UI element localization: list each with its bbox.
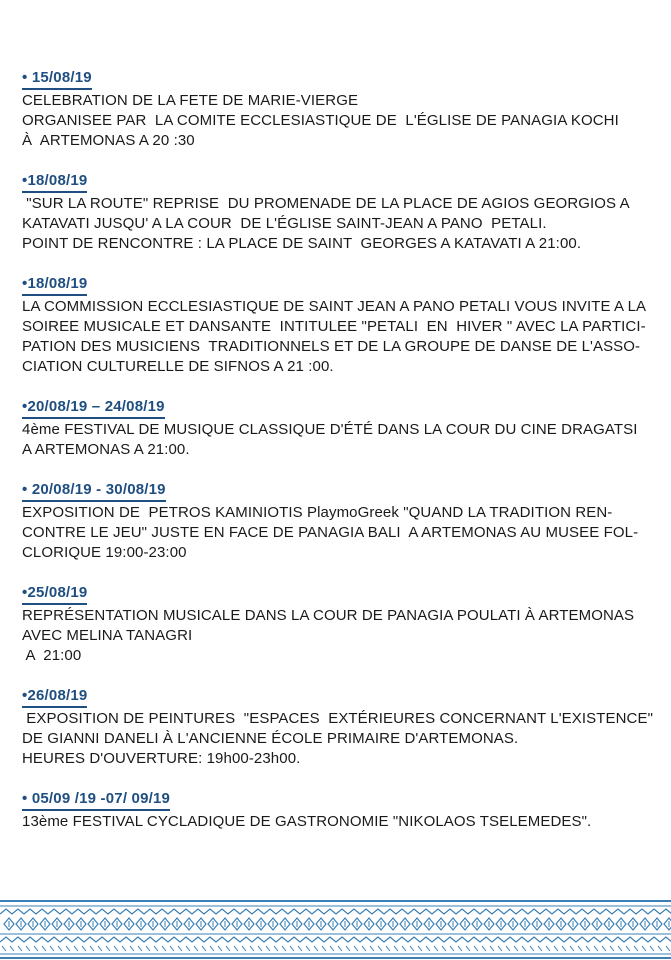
border-stroke — [194, 946, 198, 951]
border-diamond — [664, 918, 671, 930]
border-stroke — [442, 946, 446, 951]
border-zigzag — [0, 909, 671, 914]
border-stroke — [250, 946, 254, 951]
border-stroke — [210, 946, 214, 951]
event-description-line: LA COMMISSION ECCLESIASTIQUE DE SAINT JEAN A PANO PETALI VOUS INVITE A LA — [22, 298, 647, 315]
border-stroke — [346, 946, 350, 951]
border-stroke — [618, 946, 622, 951]
border-stroke — [290, 946, 294, 951]
event-description-line: CELEBRATION DE LA FETE DE MARIE-VIERGE — [22, 92, 359, 109]
border-stroke — [98, 946, 102, 951]
event-date: •18/08/19 — [22, 171, 87, 193]
border-stroke — [82, 946, 86, 951]
event-description-line: EXPOSITION DE PETROS KAMINIOTIS PlaymoGreek "QUAND LA TRADITION REN- — [22, 504, 613, 521]
border-stroke — [162, 946, 166, 951]
event-date: • 20/08/19 - 30/08/19 — [22, 480, 166, 502]
border-stroke — [506, 946, 510, 951]
border-stroke — [330, 946, 334, 951]
border-stroke — [474, 946, 478, 951]
border-stroke — [530, 946, 534, 951]
border-stroke — [154, 946, 158, 951]
event-description-line: KATAVATI JUSQU' A LA COUR DE L'ÉGLISE SAINT-JEAN A PANO PETALI. — [22, 215, 547, 232]
border-stroke — [114, 946, 118, 951]
event-item — [22, 274, 662, 377]
event-date: •26/08/19 — [22, 686, 87, 708]
border-stroke — [34, 946, 38, 951]
border-stroke — [106, 946, 110, 951]
border-stroke — [370, 946, 374, 951]
event-description-line: CLORIQUE 19:00-23:00 — [22, 544, 187, 561]
border-stroke — [538, 946, 542, 951]
border-stroke — [490, 946, 494, 951]
border-stroke — [258, 946, 262, 951]
event-item — [22, 397, 662, 460]
event-date: •18/08/19 — [22, 274, 87, 296]
event-description-line: CONTRE LE JEU" JUSTE EN FACE DE PANAGIA BALI A ARTEMONAS AU MUSEE FOL- — [22, 524, 639, 541]
event-item — [22, 686, 662, 769]
border-stroke — [186, 946, 190, 951]
event-description-line: HEURES D'OUVERTURE: 19h00-23h00. — [22, 750, 301, 767]
border-stroke — [306, 946, 310, 951]
border-stroke — [42, 946, 46, 951]
border-stroke — [170, 946, 174, 951]
border-stroke — [322, 946, 326, 951]
border-stroke — [362, 946, 366, 951]
event-description-line: 4ème FESTIVAL DE MUSIQUE CLASSIQUE D'ÉTÉ DANS LA COUR DU CINE DRAGATSI — [22, 421, 638, 438]
border-stroke — [426, 946, 430, 951]
border-stroke — [418, 946, 422, 951]
border-stroke — [594, 946, 598, 951]
border-stroke — [26, 946, 30, 951]
event-date: •20/08/19 – 24/08/19 — [22, 397, 165, 419]
border-stroke — [658, 946, 662, 951]
border-stroke — [466, 946, 470, 951]
border-stroke — [10, 946, 14, 951]
border-stroke — [266, 946, 270, 951]
border-stroke — [218, 946, 222, 951]
border-stroke — [58, 946, 62, 951]
event-item — [22, 789, 662, 832]
border-stroke — [402, 946, 406, 951]
border-stroke — [610, 946, 614, 951]
event-description-line: A ARTEMONAS A 21:00. — [22, 441, 190, 458]
event-description-line: CIATION CULTURELLE DE SIFNOS A 21 :00. — [22, 358, 334, 375]
event-item — [22, 583, 662, 666]
event-description-line: REPRÉSENTATION MUSICALE DANS LA COUR DE PANAGIA POULATI À ARTEMONAS — [22, 607, 635, 624]
border-stroke — [554, 946, 558, 951]
border-stroke — [482, 946, 486, 951]
border-stroke — [74, 946, 78, 951]
border-stroke — [50, 946, 54, 951]
event-date: •25/08/19 — [22, 583, 87, 605]
event-description-line: EXPOSITION DE PEINTURES "ESPACES EXTÉRIEURES CONCERNANT L'EXISTENCE" — [22, 710, 654, 727]
border-stroke — [386, 946, 390, 951]
border-stroke — [634, 946, 638, 951]
border-stroke — [2, 946, 6, 951]
border-stroke — [450, 946, 454, 951]
border-stroke — [338, 946, 342, 951]
border-stroke — [18, 946, 22, 951]
border-stroke — [138, 946, 142, 951]
border-zigzag — [0, 937, 671, 942]
border-stroke — [514, 946, 518, 951]
border-stroke — [578, 946, 582, 951]
border-stroke — [458, 946, 462, 951]
decorative-border — [0, 898, 671, 960]
border-stroke — [626, 946, 630, 951]
event-description-line: POINT DE RENCONTRE : LA PLACE DE SAINT GEORGES A KATAVATI A 21:00. — [22, 235, 582, 252]
border-stroke — [498, 946, 502, 951]
event-description-line: PATION DES MUSICIENS TRADITIONNELS ET DE LA GROUPE DE DANSE DE L'ASSO- — [22, 338, 641, 355]
border-stroke — [274, 946, 278, 951]
border-stroke — [298, 946, 302, 951]
border-stroke — [242, 946, 246, 951]
event-item — [22, 171, 662, 254]
border-stroke — [226, 946, 230, 951]
border-stroke — [602, 946, 606, 951]
border-stroke — [234, 946, 238, 951]
event-item — [22, 68, 662, 151]
event-description-line: SOIREE MUSICALE ET DANSANTE INTITULEE "PETALI EN HIVER " AVEC LA PARTICI- — [22, 318, 646, 335]
border-stroke — [130, 946, 134, 951]
border-stroke — [66, 946, 70, 951]
border-stroke — [90, 946, 94, 951]
border-stroke — [202, 946, 206, 951]
event-description-line: ORGANISEE PAR LA COMITE ECCLESIASTIQUE DE L'ÉGLISE DE PANAGIA KOCHI — [22, 112, 619, 129]
border-stroke — [642, 946, 646, 951]
border-stroke — [586, 946, 590, 951]
border-stroke — [354, 946, 358, 951]
event-description-line: 13ème FESTIVAL CYCLADIQUE DE GASTRONOMIE "NIKOLAOS TSELEMEDES". — [22, 813, 592, 830]
event-description-line: AVEC MELINA TANAGRI — [22, 627, 193, 644]
border-stroke — [314, 946, 318, 951]
border-stroke — [282, 946, 286, 951]
border-stroke — [378, 946, 382, 951]
event-date: • 15/08/19 — [22, 68, 92, 90]
border-stroke — [178, 946, 182, 951]
border-stroke — [650, 946, 654, 951]
event-description-line: DE GIANNI DANELI À L'ANCIENNE ÉCOLE PRIMAIRE D'ARTEMONAS. — [22, 730, 519, 747]
event-description-line: A 21:00 — [22, 647, 82, 664]
border-stroke — [394, 946, 398, 951]
border-stroke — [546, 946, 550, 951]
events-list — [22, 68, 662, 852]
event-description-line: "SUR LA ROUTE" REPRISE DU PROMENADE DE LA PLACE DE AGIOS GEORGIOS A — [22, 195, 630, 212]
border-stroke — [562, 946, 566, 951]
border-stroke — [666, 946, 670, 951]
border-stroke — [122, 946, 126, 951]
border-stroke — [434, 946, 438, 951]
event-item — [22, 480, 662, 563]
border-stroke — [570, 946, 574, 951]
event-description-line: À ARTEMONAS A 20 :30 — [22, 132, 195, 149]
border-stroke — [522, 946, 526, 951]
border-stroke — [146, 946, 150, 951]
event-date: • 05/09 /19 -07/ 09/19 — [22, 789, 170, 811]
border-stroke — [410, 946, 414, 951]
